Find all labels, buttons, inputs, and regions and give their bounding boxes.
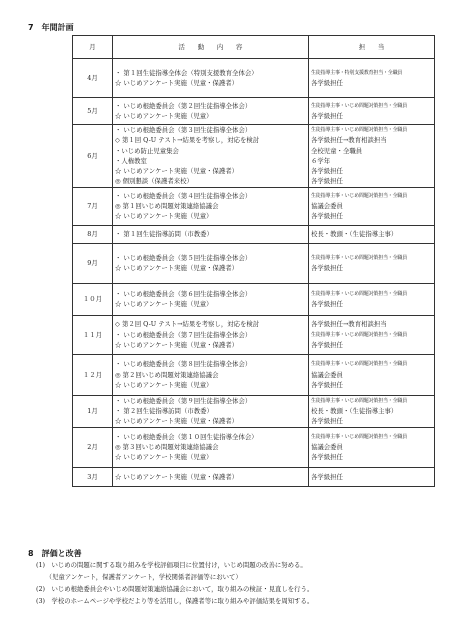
table-row: [73, 243, 435, 283]
staff-cell: [309, 315, 435, 354]
staff-line: 生徒指導主事・いじめ問題対策担当・全職員: [311, 433, 408, 440]
table-row: [73, 283, 435, 315]
staff-line: 各学級担任: [311, 453, 343, 462]
staff-line: 各学級担任: [311, 167, 343, 176]
activity-line: ・ いじめ根絶委員会（第５回生徒指導全体会）: [115, 253, 252, 262]
activities-cell: [113, 225, 309, 243]
month-cell: 8月: [73, 225, 113, 243]
activity-line: ◎ 第２回いじめ問題対策連絡協議会: [115, 370, 219, 379]
table-row: [73, 315, 435, 354]
table-header-row: [73, 36, 435, 59]
staff-line: 生徒指導主事・特別支援教育担当・全職員: [311, 69, 403, 76]
activity-line: ☆ いじめアンケート実施（児童・保護者）: [115, 472, 239, 481]
staff-cell: [309, 98, 435, 125]
month-cell: １２月: [73, 354, 113, 395]
month-cell: 7月: [73, 187, 113, 225]
staff-line: 各学級担任: [311, 380, 343, 389]
staff-cell: [309, 283, 435, 315]
activity-line: ☆ いじめアンケート実施（児童）: [115, 380, 213, 389]
staff-line: 各学級担任: [311, 300, 343, 309]
annual-plan-table: [72, 35, 435, 487]
activity-line: ◇ 第２回 Q-U テスト→結果を考察し，対応を検討: [115, 320, 260, 329]
staff-line: 生徒指導主事・いじめ問題対策担当・全職員: [311, 192, 408, 199]
month-cell: 6月: [73, 125, 113, 188]
activity-line: ◇ 第１回 Q-U テスト→結果を考察し，対応を検討: [115, 136, 260, 145]
staff-cell: [309, 395, 435, 427]
evaluation-item: (3) 学校のホームページや学校だより等を活用し，保護者等に取り組みや評価結果を周知する。: [36, 597, 314, 605]
table-row: [73, 125, 435, 188]
month-cell: 4月: [73, 59, 113, 98]
month-cell: 1月: [73, 395, 113, 427]
activity-line: ・ いじめ根絶委員会（第４回生徒指導全体会）: [115, 191, 252, 200]
activity-line: ・ いじめ根絶委員会（第８回生徒指導全体会）: [115, 360, 252, 369]
table-row: [73, 395, 435, 427]
month-cell: １０月: [73, 283, 113, 315]
staff-line: 各学級担任: [311, 79, 343, 87]
activity-line: ・ 第１回生徒指導訪問（市教委）: [115, 230, 213, 239]
activity-line: ・人権教室: [115, 156, 147, 165]
staff-cell: [309, 125, 435, 188]
evaluation-item: (2) いじめ根絶委員会やいじめ問題対策連絡協議会において，取り組みの検証・見直しを行う。: [36, 585, 314, 593]
table-row: [73, 225, 435, 243]
activity-line: ◎ 第１回いじめ問題対策連絡協議会: [115, 202, 219, 211]
staff-line: 各学級担任: [311, 177, 343, 186]
activity-line: ・ 第１回生徒指導全体会（特別支援教育全体会）: [115, 68, 258, 77]
header-staff: 担 当: [309, 36, 435, 59]
activities-cell: [113, 283, 309, 315]
activity-line: ☆ いじめアンケート実施（児童）: [115, 212, 213, 221]
activity-line: ☆ いじめアンケート実施（児童・保護者）: [115, 340, 239, 349]
staff-line: 各学級担任: [311, 212, 343, 221]
activity-line: ☆ いじめアンケート実施（児童・保護者）: [115, 167, 239, 176]
section-title-evaluation: 8 評価と改善: [28, 549, 82, 558]
activities-cell: [113, 187, 309, 225]
staff-cell: [309, 243, 435, 283]
activities-cell: [113, 125, 309, 188]
activity-line: ・いじめ防止児童集会: [115, 146, 179, 155]
section-title-annual-plan: 7 年間計画: [28, 23, 74, 32]
staff-line: 生徒指導主事・いじめ問題対策担当・全職員: [311, 397, 408, 404]
activities-cell: [113, 315, 309, 354]
staff-line: 各学級担任: [311, 472, 343, 481]
staff-line: ６学年: [311, 156, 331, 165]
activity-line: ・ いじめ根絶委員会（第７回生徒指導全体会）: [115, 330, 252, 339]
staff-line: 生徒指導主事・いじめ問題対策担当・全職員: [311, 254, 408, 261]
activities-cell: [113, 354, 309, 395]
staff-line: 各学級担任: [311, 264, 343, 273]
activity-line: ◎ 個別懇談（保護者来校）: [115, 177, 193, 186]
staff-line: 協議会委員: [311, 202, 343, 211]
staff-line: 生徒指導主事・いじめ問題対策担当・全職員: [311, 290, 408, 297]
activity-line: ・ いじめ根絶委員会（第３回生徒指導全体会）: [115, 126, 252, 134]
activity-line: ☆ いじめアンケート実施（児童・保護者）: [115, 79, 239, 87]
staff-line: 各学級担任: [311, 340, 343, 349]
table-row: [73, 187, 435, 225]
activities-cell: [113, 59, 309, 98]
table-row: [73, 467, 435, 486]
staff-cell: [309, 354, 435, 395]
staff-line: 校長・教頭・（生徒指導主事）: [311, 407, 398, 416]
activity-line: ☆ いじめアンケート実施（児童）: [115, 300, 213, 309]
activities-cell: [113, 98, 309, 125]
staff-cell: [309, 59, 435, 98]
staff-cell: [309, 467, 435, 486]
month-cell: １１月: [73, 315, 113, 354]
staff-line: 協議会委員: [311, 370, 343, 379]
table-body: [73, 59, 435, 487]
activity-line: ◎ 第３回いじめ問題対策連絡協議会: [115, 443, 219, 452]
activity-line: ・ 第２回生徒指導訪問（市教委）: [115, 407, 213, 416]
month-cell: 5月: [73, 98, 113, 125]
staff-line: 生徒指導主事・いじめ問題対策担当・全職員: [311, 127, 408, 133]
activities-cell: [113, 427, 309, 467]
activity-line: ・ いじめ根絶委員会（第９回生徒指導全体会）: [115, 396, 252, 405]
activity-line: ☆ いじめアンケート実施（児童）: [115, 112, 213, 120]
activities-cell: [113, 243, 309, 283]
staff-line: 校長・教頭・（生徒指導主事）: [311, 230, 398, 239]
table-row: [73, 427, 435, 467]
staff-cell: [309, 187, 435, 225]
staff-line: 全校児童・全職員: [311, 146, 363, 155]
month-cell: 2月: [73, 427, 113, 467]
staff-line: 各学級担任: [311, 112, 343, 120]
staff-line: 各学級担任→教育相談担当: [311, 136, 387, 145]
table-row: [73, 59, 435, 98]
header-activities: 活 動 内 容: [113, 36, 309, 59]
activities-cell: [113, 395, 309, 427]
staff-line: 協議会委員: [311, 443, 343, 452]
staff-line: 生徒指導主事・いじめ問題対策担当・全職員: [311, 331, 408, 338]
table-row: [73, 354, 435, 395]
evaluation-item: (1) いじめの問題に関する取り組みを学校評価項目に位置付け，いじめ問題の改善に努める。: [36, 561, 307, 569]
staff-cell: [309, 427, 435, 467]
activity-line: ・ いじめ根絶委員会（第２回生徒指導全体会）: [115, 101, 252, 110]
month-cell: 9月: [73, 243, 113, 283]
activity-line: ☆ いじめアンケート実施（児童）: [115, 453, 213, 462]
staff-line: 各学級担任: [311, 417, 343, 426]
activity-line: ・ いじめ根絶委員会（第１０回生徒指導全体会）: [115, 432, 258, 441]
activity-line: ・ いじめ根絶委員会（第６回生徒指導全体会）: [115, 289, 252, 298]
activity-line: ☆ いじめアンケート実施（児童・保護者）: [115, 264, 239, 273]
staff-cell: [309, 225, 435, 243]
header-month: 月: [73, 36, 113, 59]
activities-cell: [113, 467, 309, 486]
table-row: [73, 98, 435, 125]
staff-line: 生徒指導主事・いじめ問題対策担当・全職員: [311, 102, 408, 109]
activity-line: ☆ いじめアンケート実施（児童・保護者）: [115, 417, 239, 426]
staff-line: 生徒指導主事・いじめ問題対策担当・全職員: [311, 361, 408, 368]
month-cell: 3月: [73, 467, 113, 486]
staff-line: 各学級担任→教育相談担当: [311, 320, 387, 329]
evaluation-item: （児童アンケート，保護者アンケート，学校関係者評価等において）: [36, 573, 242, 581]
